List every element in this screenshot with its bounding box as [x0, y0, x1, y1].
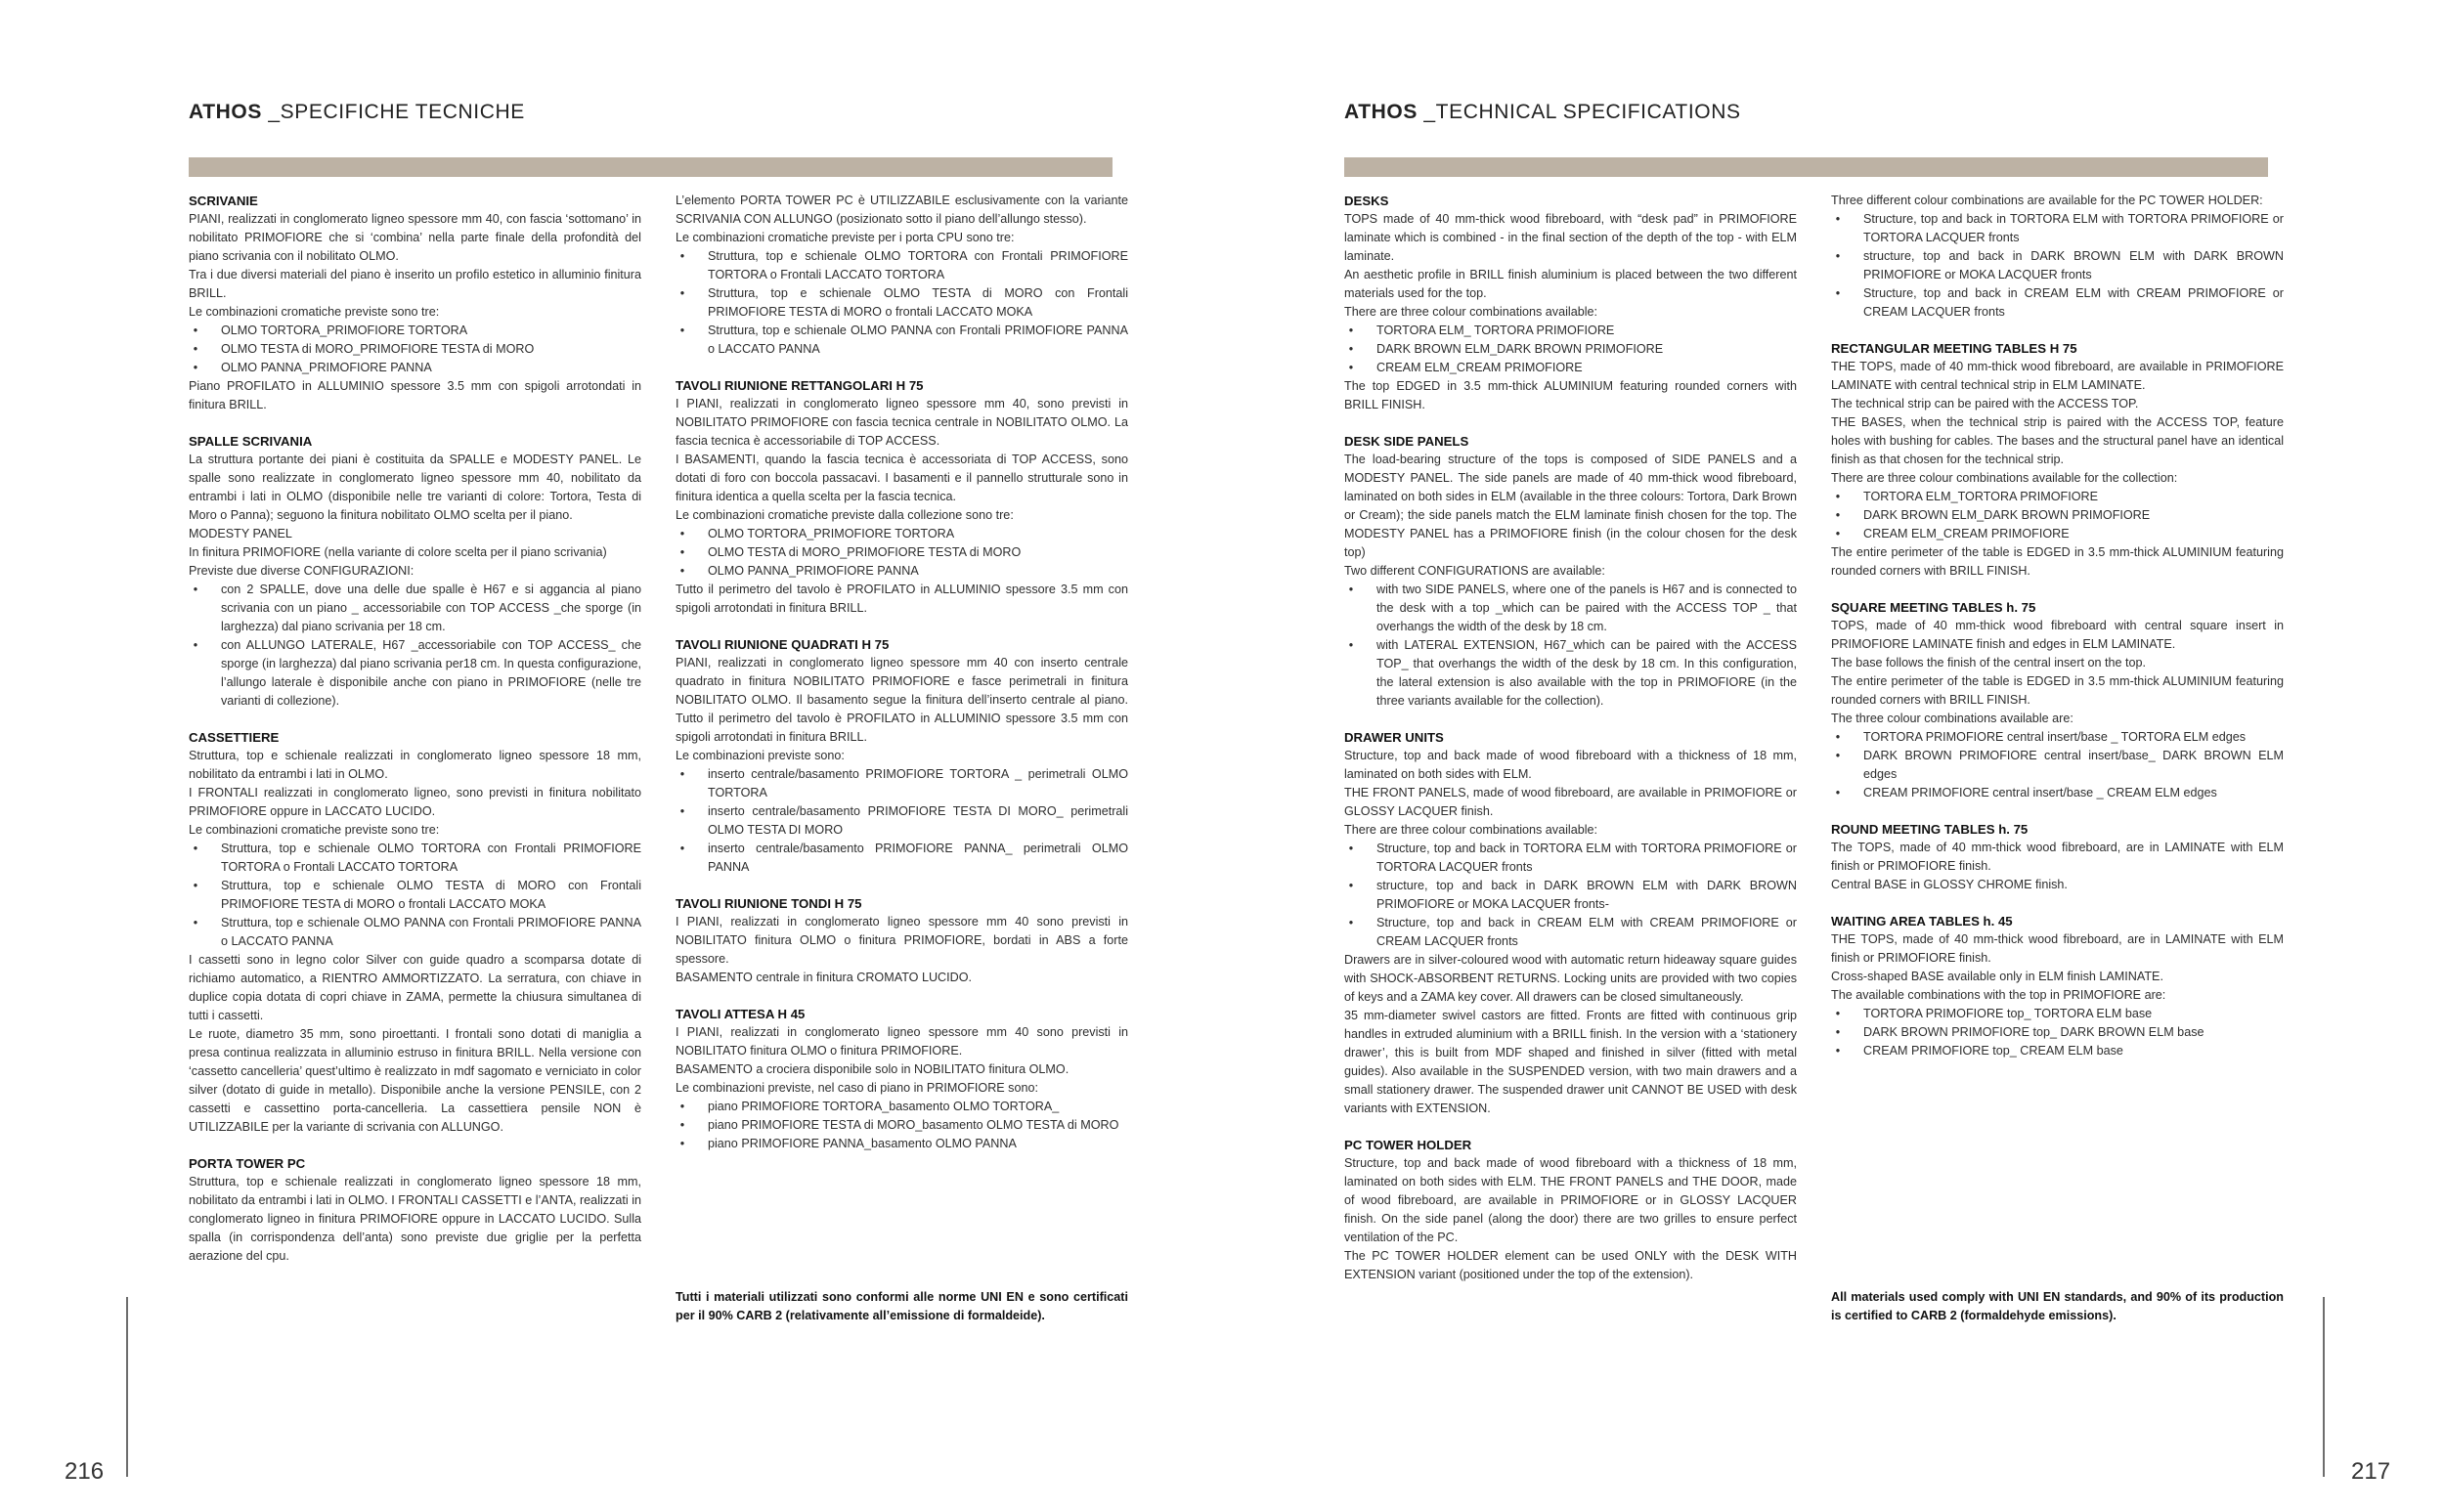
- bullet-item: • OLMO TESTA di MORO_PRIMOFIORE TESTA di MORO: [708, 543, 1128, 562]
- right-column-1: [1344, 192, 1797, 1302]
- bullet-list: [1831, 728, 2284, 802]
- left-page-title: [189, 101, 525, 124]
- paragraph: The load-bearing structure of the tops is composed of SIDE PANELS and a MODESTY PANEL. The side panels are made of 40 mm-thick wood fibreboard, laminated on both sides in ELM (available in the three colours: Tortora, Dark Brown or Cream); the side panels match the ELM laminate finish chosen for the top. The MODESTY PANEL has a PRIMOFIORE finish (in the colour chosen for the desk top): [1344, 453, 1797, 559]
- bullet-item: • OLMO TORTORA_PRIMOFIORE TORTORA: [708, 525, 1128, 543]
- paragraph: TOPS made of 40 mm-thick wood fibreboard, with “desk pad” in PRIMOFIORE laminate which is combined - in the final section of the depth of the top - with ELM laminate.: [1344, 212, 1797, 263]
- spec-section: [676, 635, 1128, 877]
- spec-section: [189, 728, 641, 1137]
- paragraph: There are three colour combinations available:: [1344, 823, 1598, 837]
- bullet-list: [1831, 488, 2284, 543]
- paragraph: Le combinazioni previste, nel caso di piano in PRIMOFIORE sono:: [676, 1081, 1038, 1095]
- spec-section: [1344, 192, 1797, 414]
- paragraph: The base follows the finish of the central insert on the top.: [1831, 656, 2147, 670]
- section-heading: DESKS: [1344, 194, 1389, 208]
- section-heading: SPALLE SCRIVANIA: [189, 434, 313, 449]
- spec-section: [1831, 339, 2284, 581]
- paragraph: The technical strip can be paired with the ACCESS TOP.: [1831, 397, 2139, 410]
- section-heading: SQUARE MEETING TABLES h. 75: [1831, 600, 2036, 615]
- spec-section: [189, 192, 641, 414]
- bullet-list: [676, 247, 1128, 359]
- section-heading: TAVOLI RIUNIONE RETTANGOLARI H 75: [676, 378, 924, 393]
- spec-section: [189, 432, 641, 711]
- paragraph: Tra i due diversi materiali del piano è inserito un profilo estetico in alluminio finitura BRILL.: [189, 268, 641, 300]
- spec-section: [1344, 432, 1797, 711]
- right-page-number: 217: [2351, 1458, 2391, 1485]
- section-heading: DESK SIDE PANELS: [1344, 434, 1469, 449]
- section-heading: PC TOWER HOLDER: [1344, 1138, 1472, 1152]
- section-heading: PORTA TOWER PC: [189, 1156, 306, 1171]
- bullet-item: • TORTORA PRIMOFIORE top_ TORTORA ELM base: [1863, 1005, 2284, 1023]
- paragraph: MODESTY PANEL: [189, 527, 292, 540]
- section-heading: RECTANGULAR MEETING TABLES H 75: [1831, 341, 2077, 356]
- paragraph: There are three colour combinations available:: [1344, 305, 1598, 319]
- paragraph: The three colour combinations available are:: [1831, 712, 2073, 725]
- paragraph: L’elemento PORTA TOWER PC è UTILIZZABILE esclusivamente con la variante SCRIVANIA CON ALLUNGO (posizionato sotto il piano dell’allungo stesso).: [676, 194, 1128, 226]
- bullet-item: • Struttura, top e schienale OLMO PANNA con Frontali PRIMOFIORE PANNA o LACCATO PANNA: [708, 322, 1128, 359]
- paragraph: La struttura portante dei piani è costituita da SPALLE e MODESTY PANEL. Le spalle sono realizzate in conglomerato ligneo spessore mm 40, nobilitato da entrambi i lati in OLMO (disponibile nelle tre varianti di colore: Tortora, Testa di Moro o Panna); seguono la finitura nobilitato OLMO scelta per il piano.: [189, 453, 641, 522]
- section-heading: ROUND MEETING TABLES h. 75: [1831, 822, 2029, 837]
- paragraph: Two different CONFIGURATIONS are available:: [1344, 564, 1605, 578]
- left-header-band: [189, 157, 1113, 177]
- paragraph: Structure, top and back made of wood fibreboard with a thickness of 18 mm, laminated on both sides with ELM.: [1344, 749, 1797, 781]
- spec-section: [1831, 912, 2284, 1060]
- left-title-rest: _SPECIFICHE TECNICHE: [261, 101, 525, 123]
- paragraph: In finitura PRIMOFIORE (nella variante di colore scelta per il piano scrivania): [189, 545, 607, 559]
- paragraph: BASAMENTO a crociera disponibile solo in NOBILITATO finitura OLMO.: [676, 1062, 1069, 1076]
- paragraph: The available combinations with the top in PRIMOFIORE are:: [1831, 988, 2166, 1002]
- spec-section: [676, 894, 1128, 987]
- right-page-divider: [2323, 1297, 2325, 1477]
- bullet-list: [676, 525, 1128, 581]
- bullet-item: • DARK BROWN ELM_DARK BROWN PRIMOFIORE: [1376, 340, 1797, 359]
- spec-section: [676, 1005, 1128, 1153]
- bullet-list: [1344, 581, 1797, 711]
- bullet-item: • with two SIDE PANELS, where one of the panels is H67 and is connected to the desk with a top _which can be paired with the ACCESS TOP _ that overhangs the width of the desk by 18 cm.: [1376, 581, 1797, 636]
- paragraph: The PC TOWER HOLDER element can be used ONLY with the DESK WITH EXTENSION variant (positioned under the top of the extension).: [1344, 1249, 1797, 1281]
- paragraph: PIANI, realizzati in conglomerato ligneo spessore mm 40, con fascia ‘sottomano’ in nobilitato PRIMOFIORE che si ‘combina’ nella parte finale della profondità del piano scrivania con il nobilitato OLMO.: [189, 212, 641, 263]
- left-compliance-note: Tutti i materiali utilizzati sono conformi alle norme UNI EN e sono certificati per il 90% CARB 2 (relativamente all’emissione di formaldeide).: [676, 1290, 1128, 1322]
- paragraph: 35 mm-diameter swivel castors are fitted. Fronts are fitted with continuous grip handles in extruded aluminium with a BRILL finish. In the version with a ‘stationery drawer’, this is built from MDF shaped and finished in silver (fitted with metal guides). Also available in the SUSPENDED version, with two main drawers and a small stationery drawer. The suspended drawer unit CANNOT BE USED with desk variants with EXTENSION.: [1344, 1009, 1797, 1115]
- paragraph: Drawers are in silver-coloured wood with automatic return hideaway square guides with SHOCK-ABSORBENT RETURNS. Locking units are provided with two copies of keys and a ZAMA key cover. All drawers can be closed simultaneously.: [1344, 953, 1797, 1004]
- bullet-item: • piano PRIMOFIORE TESTA di MORO_basamento OLMO TESTA di MORO: [708, 1116, 1128, 1135]
- paragraph: The top EDGED in 3.5 mm-thick ALUMINIUM featuring rounded corners with BRILL FINISH.: [1344, 379, 1797, 411]
- bullet-item: • Structure, top and back in TORTORA ELM with TORTORA PRIMOFIORE or TORTORA LACQUER fronts: [1376, 840, 1797, 877]
- paragraph: Previste due diverse CONFIGURAZIONI:: [189, 564, 415, 578]
- bullet-item: • Struttura, top e schienale OLMO PANNA con Frontali PRIMOFIORE PANNA o LACCATO PANNA: [221, 914, 641, 951]
- paragraph: Le combinazioni previste sono:: [676, 749, 845, 762]
- paragraph: BASAMENTO centrale in finitura CROMATO LUCIDO.: [676, 971, 973, 984]
- paragraph: Structure, top and back made of wood fibreboard with a thickness of 18 mm, laminated on both sides with ELM. THE FRONT PANELS and THE DOOR, made of wood fibreboard, are available in PRIMOFIORE or in GLOSSY LACQUER finish. On the side panel (along the door) there are two grilles to ensure perfect ventilation of the PC.: [1344, 1156, 1797, 1244]
- bullet-item: • con ALLUNGO LATERALE, H67 _accessoriabile con TOP ACCESS_ che sporge (in larghezza) dal piano scrivania per18 cm. In questa configurazione, l’allungo laterale è disponibile anche con piano in PRIMOFIORE (nelle tre varianti di collezione).: [221, 636, 641, 711]
- paragraph: I PIANI, realizzati in conglomerato ligneo spessore mm 40, sono previsti in NOBILITATO PRIMOFIORE con fascia tecnica centrale in NOBILITATO OLMO. La fascia tecnica è accessoriabile di TOP ACCESS.: [676, 397, 1128, 448]
- section-heading: CASSETTIERE: [189, 730, 280, 745]
- spec-section: [1831, 192, 2284, 322]
- bullet-list: [1344, 840, 1797, 951]
- paragraph: I BASAMENTI, quando la fascia tecnica è accessoriata di TOP ACCESS, sono dotati di foro con boccola passacavi. I basamenti e il pannello strutturale sono in finitura identica a quella scelta per la fascia tecnica.: [676, 453, 1128, 503]
- bullet-item: • OLMO PANNA_PRIMOFIORE PANNA: [221, 359, 641, 377]
- bullet-list: [676, 765, 1128, 877]
- paragraph: The TOPS, made of 40 mm-thick wood fibreboard, are in LAMINATE with ELM finish or PRIMOFIORE finish.: [1831, 841, 2284, 873]
- paragraph: Le combinazioni cromatiche previste dalla collezione sono tre:: [676, 508, 1014, 522]
- paragraph: Three different colour combinations are available for the PC TOWER HOLDER:: [1831, 194, 2263, 207]
- right-header-band: [1344, 157, 2268, 177]
- paragraph: Piano PROFILATO in ALLUMINIO spessore 3.5 mm con spigoli arrotondati in finitura BRILL.: [189, 379, 641, 411]
- paragraph: Cross-shaped BASE available only in ELM finish LAMINATE.: [1831, 970, 2163, 983]
- section-heading: SCRIVANIE: [189, 194, 258, 208]
- bullet-list: [189, 322, 641, 377]
- section-heading: WAITING AREA TABLES h. 45: [1831, 914, 2013, 929]
- spec-section: [676, 192, 1128, 359]
- bullet-list: [189, 840, 641, 951]
- paragraph: The entire perimeter of the table is EDGED in 3.5 mm-thick ALUMINIUM featuring rounded corners with BRILL FINISH.: [1831, 674, 2284, 707]
- paragraph: There are three colour combinations available for the collection:: [1831, 471, 2178, 485]
- bullet-item: • with LATERAL EXTENSION, H67_which can be paired with the ACCESS TOP_ that overhangs the width of the desk by 18 cm. In this configuration, the lateral extension is also available with the top in PRIMOFIORE (in the three variants available for the collection).: [1376, 636, 1797, 711]
- left-title-brand: ATHOS: [189, 101, 262, 123]
- bullet-item: • TORTORA ELM_ TORTORA PRIMOFIORE: [1376, 322, 1797, 340]
- paragraph: Le combinazioni cromatiche previste per i porta CPU sono tre:: [676, 231, 1015, 244]
- spec-section: [1831, 820, 2284, 894]
- section-heading: TAVOLI RIUNIONE QUADRATI H 75: [676, 637, 890, 652]
- paragraph: I PIANI, realizzati in conglomerato ligneo spessore mm 40 sono previsti in NOBILITATO finitura OLMO o finitura PRIMOFIORE, bordati in ABS a forte spessore.: [676, 915, 1128, 966]
- bullet-list: [1831, 1005, 2284, 1060]
- left-column-2: [676, 192, 1128, 1171]
- bullet-item: • Struttura, top e schienale OLMO TESTA di MORO con Frontali PRIMOFIORE TESTA di MORO o frontali LACCATO MOKA: [708, 284, 1128, 322]
- bullet-item: • DARK BROWN PRIMOFIORE central insert/base_ DARK BROWN ELM edges: [1863, 747, 2284, 784]
- bullet-item: • Structure, top and back in CREAM ELM with CREAM PRIMOFIORE or CREAM LACQUER fronts: [1863, 284, 2284, 322]
- paragraph: Struttura, top e schienale realizzati in conglomerato ligneo spessore 18 mm, nobilitato da entrambi i lati in OLMO.: [189, 749, 641, 781]
- paragraph: Central BASE in GLOSSY CHROME finish.: [1831, 878, 2068, 891]
- paragraph: THE FRONT PANELS, made of wood fibreboard, are available in PRIMOFIORE or GLOSSY LACQUER finish.: [1344, 786, 1797, 818]
- bullet-item: • Struttura, top e schienale OLMO TESTA di MORO con Frontali PRIMOFIORE TESTA di MORO o frontali LACCATO MOKA: [221, 877, 641, 914]
- paragraph: Struttura, top e schienale realizzati in conglomerato ligneo spessore 18 mm, nobilitato da entrambi i lati in OLMO. I FRONTALI CASSETTI e l’ANTA, realizzati in conglomerato ligneo in finitura PRIMOFIORE oppure in LACCATO LUCIDO. Sulla spalla (in corrispondenza dell’anta) sono previste due griglie per la perfetta aerazione del cpu.: [189, 1175, 641, 1263]
- paragraph: Le ruote, diametro 35 mm, sono piroettanti. I frontali sono dotati di maniglia a presa continua realizzata in alluminio estruso in finitura BRILL. Nella versione con ‘cassetto cancelleria’ quest’ultimo è realizzato in mdf sagomato e verniciato in color silver (dotato di guide in metallo). Disponibile anche la versione PENSILE, con 2 cassetti e cassettino porta-cancelleria. La cassettiera pensile NON è UTILIZZABILE per la variante di scrivania con ALLUNGO.: [189, 1027, 641, 1134]
- bullet-item: • Struttura, top e schienale OLMO TORTORA con Frontali PRIMOFIORE TORTORA o Frontali LACCATO TORTORA: [708, 247, 1128, 284]
- paragraph: An aesthetic profile in BRILL finish aluminium is placed between the two different materials used for the top.: [1344, 268, 1797, 300]
- paragraph: I cassetti sono in legno color Silver con guide quadro a scomparsa dotate di richiamo automatico, a RIENTRO AMMORTIZZATO. La serratura, con chiave in duplice copia dotata di copri chiave in ZAMA, permette la chiusura simultanea di tutti i cassetti.: [189, 953, 641, 1022]
- spec-section: [1344, 1136, 1797, 1284]
- bullet-list: [676, 1098, 1128, 1153]
- paragraph: I FRONTALI realizzati in conglomerato ligneo, sono previsti in finitura nobilitato PRIMOFIORE oppure in LACCATO LUCIDO.: [189, 786, 641, 818]
- bullet-item: • CREAM PRIMOFIORE central insert/base _ CREAM ELM edges: [1863, 784, 2284, 802]
- section-heading: DRAWER UNITS: [1344, 730, 1444, 745]
- bullet-item: • structure, top and back in DARK BROWN ELM with DARK BROWN PRIMOFIORE or MOKA LACQUER fronts-: [1376, 877, 1797, 914]
- paragraph: TOPS, made of 40 mm-thick wood fibreboard with central square insert in PRIMOFIORE LAMINATE finish and edges in ELM LAMINATE.: [1831, 619, 2284, 651]
- bullet-list: [1344, 322, 1797, 377]
- bullet-item: • Structure, top and back in CREAM ELM with CREAM PRIMOFIORE or CREAM LACQUER fronts: [1376, 914, 1797, 951]
- right-column-2: [1831, 192, 2284, 1078]
- bullet-item: • inserto centrale/basamento PRIMOFIORE TESTA DI MORO_ perimetrali OLMO TESTA DI MORO: [708, 802, 1128, 840]
- bullet-item: • TORTORA ELM_TORTORA PRIMOFIORE: [1863, 488, 2284, 506]
- bullet-item: • CREAM PRIMOFIORE top_ CREAM ELM base: [1863, 1042, 2284, 1060]
- paragraph: THE TOPS, made of 40 mm-thick wood fibreboard, are in LAMINATE with ELM finish or PRIMOFIORE finish.: [1831, 932, 2284, 965]
- bullet-list: [1831, 210, 2284, 322]
- left-page-number: 216: [65, 1458, 105, 1485]
- bullet-item: • piano PRIMOFIORE PANNA_basamento OLMO PANNA: [708, 1135, 1128, 1153]
- bullet-item: • OLMO TESTA di MORO_PRIMOFIORE TESTA di MORO: [221, 340, 641, 359]
- paragraph: I PIANI, realizzati in conglomerato ligneo spessore mm 40 sono previsti in NOBILITATO finitura OLMO o finitura PRIMOFIORE.: [676, 1025, 1128, 1058]
- paragraph: Le combinazioni cromatiche previste sono tre:: [189, 305, 440, 319]
- bullet-item: • Struttura, top e schienale OLMO TORTORA con Frontali PRIMOFIORE TORTORA o Frontali LACCATO TORTORA: [221, 840, 641, 877]
- bullet-item: • CREAM ELM_CREAM PRIMOFIORE: [1863, 525, 2284, 543]
- section-heading: TAVOLI RIUNIONE TONDI H 75: [676, 896, 862, 911]
- section-heading: TAVOLI ATTESA H 45: [676, 1007, 806, 1021]
- bullet-item: • CREAM ELM_CREAM PRIMOFIORE: [1376, 359, 1797, 377]
- spec-section: [1344, 728, 1797, 1118]
- paragraph: The entire perimeter of the table is EDGED in 3.5 mm-thick ALUMINIUM featuring rounded corners with BRILL FINISH.: [1831, 545, 2284, 578]
- spec-section: [189, 1154, 641, 1266]
- left-column-1: [189, 192, 641, 1283]
- right-compliance-note: All materials used comply with UNI EN standards, and 90% of its production is certified to CARB 2 (formaldehyde emissions).: [1831, 1290, 2284, 1322]
- paragraph: Tutto il perimetro del tavolo è PROFILATO in ALLUMINIO spessore 3.5 mm con spigoli arrotondati in finitura BRILL.: [676, 583, 1128, 615]
- right-title-brand: ATHOS: [1344, 101, 1418, 123]
- right-page-title: [1344, 101, 1741, 124]
- bullet-item: • OLMO PANNA_PRIMOFIORE PANNA: [708, 562, 1128, 581]
- left-page-divider: [126, 1297, 128, 1477]
- paragraph: PIANI, realizzati in conglomerato ligneo spessore mm 40 con inserto centrale quadrato in finitura NOBILITATO PRIMOFIORE e fasce perimetrali in finitura NOBILITATO OLMO. Il basamento segue la finitura dell’inserto centrale al piano. Tutto il perimetro del tavolo è PROFILATO in ALLUMINIO spessore 3.5 mm con spigoli arrotondati in finitura BRILL.: [676, 656, 1128, 744]
- bullet-item: • DARK BROWN PRIMOFIORE top_ DARK BROWN ELM base: [1863, 1023, 2284, 1042]
- bullet-item: • TORTORA PRIMOFIORE central insert/base _ TORTORA ELM edges: [1863, 728, 2284, 747]
- paragraph: THE BASES, when the technical strip is paired with the ACCESS TOP, feature holes with bushing for cables. The bases and the structural panel have an identical finish as that chosen for the technical strip.: [1831, 415, 2284, 466]
- bullet-list: [189, 581, 641, 711]
- paragraph: THE TOPS, made of 40 mm-thick wood fibreboard, are available in PRIMOFIORE LAMINATE with central technical strip in ELM LAMINATE.: [1831, 360, 2284, 392]
- bullet-item: • Structure, top and back in TORTORA ELM with TORTORA PRIMOFIORE or TORTORA LACQUER fronts: [1863, 210, 2284, 247]
- bullet-item: • inserto centrale/basamento PRIMOFIORE TORTORA _ perimetrali OLMO TORTORA: [708, 765, 1128, 802]
- bullet-item: • inserto centrale/basamento PRIMOFIORE PANNA_ perimetrali OLMO PANNA: [708, 840, 1128, 877]
- spec-section: [676, 376, 1128, 618]
- bullet-item: • con 2 SPALLE, dove una delle due spalle è H67 e si aggancia al piano scrivania con un piano _ accessoriabile con TOP ACCESS _che sporge (in larghezza) dal piano scrivania per 18 cm.: [221, 581, 641, 636]
- bullet-item: • OLMO TORTORA_PRIMOFIORE TORTORA: [221, 322, 641, 340]
- paragraph: Le combinazioni cromatiche previste sono tre:: [189, 823, 440, 837]
- bullet-item: • piano PRIMOFIORE TORTORA_basamento OLMO TORTORA_: [708, 1098, 1128, 1116]
- bullet-item: • DARK BROWN ELM_DARK BROWN PRIMOFIORE: [1863, 506, 2284, 525]
- bullet-item: • structure, top and back in DARK BROWN ELM with DARK BROWN PRIMOFIORE or MOKA LACQUER fronts: [1863, 247, 2284, 284]
- spec-section: [1831, 598, 2284, 802]
- right-title-rest: _TECHNICAL SPECIFICATIONS: [1417, 101, 1741, 123]
